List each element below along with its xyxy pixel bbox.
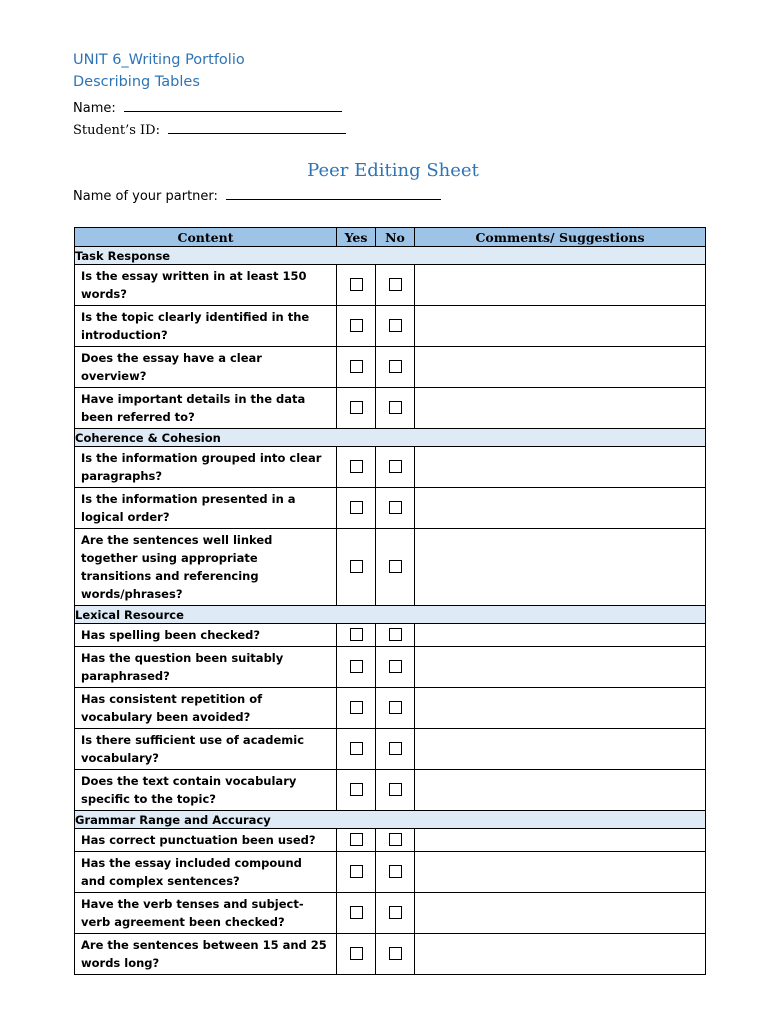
- question-row: [75, 624, 706, 647]
- question-text: Is there sufficient use of academic vocabulary?: [75, 729, 337, 770]
- yes-checkbox[interactable]: [350, 833, 363, 846]
- question-text: Has the essay included compound and complex sentences?: [75, 852, 337, 893]
- question-text: Does the essay have a clear overview?: [75, 347, 337, 388]
- no-cell: [376, 934, 415, 975]
- question-text: Is the information grouped into clear paragraphs?: [75, 447, 337, 488]
- category-label: Coherence & Cohesion: [75, 429, 706, 447]
- no-checkbox[interactable]: [389, 319, 402, 332]
- yes-checkbox[interactable]: [350, 865, 363, 878]
- yes-cell: [337, 688, 376, 729]
- question-text: Have the verb tenses and subject-verb agreement been checked?: [75, 893, 337, 934]
- no-checkbox[interactable]: [389, 742, 402, 755]
- no-cell: [376, 852, 415, 893]
- partner-row: [73, 187, 441, 204]
- no-cell: [376, 770, 415, 811]
- question-text: Have important details in the data been referred to?: [75, 388, 337, 429]
- no-checkbox[interactable]: [389, 460, 402, 473]
- yes-checkbox[interactable]: [350, 783, 363, 796]
- question-text: Is the information presented in a logical order?: [75, 488, 337, 529]
- no-cell: [376, 729, 415, 770]
- no-cell: [376, 265, 415, 306]
- category-row: [75, 811, 706, 829]
- name-row: [73, 99, 342, 116]
- no-checkbox[interactable]: [389, 947, 402, 960]
- no-cell: [376, 647, 415, 688]
- category-row: [75, 247, 706, 265]
- yes-checkbox[interactable]: [350, 501, 363, 514]
- question-text: Is the topic clearly identified in the introduction?: [75, 306, 337, 347]
- student-id-row: [73, 121, 346, 138]
- comments-cell[interactable]: [415, 447, 706, 488]
- no-checkbox[interactable]: [389, 701, 402, 714]
- question-text: Are the sentences between 15 and 25 words long?: [75, 934, 337, 975]
- category-row: [75, 429, 706, 447]
- yes-cell: [337, 388, 376, 429]
- question-row: [75, 447, 706, 488]
- yes-checkbox[interactable]: [350, 628, 363, 641]
- no-checkbox[interactable]: [389, 865, 402, 878]
- question-row: [75, 893, 706, 934]
- comments-cell[interactable]: [415, 829, 706, 852]
- question-row: [75, 488, 706, 529]
- question-text: Are the sentences well linked together using appropriate transitions and referencing words/phrases?: [75, 529, 337, 606]
- question-row: [75, 529, 706, 606]
- no-checkbox[interactable]: [389, 560, 402, 573]
- column-header-comments: Comments/ Suggestions: [415, 228, 706, 247]
- yes-checkbox[interactable]: [350, 401, 363, 414]
- yes-cell: [337, 893, 376, 934]
- yes-cell: [337, 447, 376, 488]
- yes-cell: [337, 852, 376, 893]
- category-row: [75, 606, 706, 624]
- question-row: [75, 829, 706, 852]
- comments-cell[interactable]: [415, 388, 706, 429]
- no-cell: [376, 529, 415, 606]
- no-cell: [376, 347, 415, 388]
- question-row: [75, 265, 706, 306]
- question-row: [75, 306, 706, 347]
- question-text: Has the question been suitably paraphrased?: [75, 647, 337, 688]
- question-row: [75, 729, 706, 770]
- yes-cell: [337, 624, 376, 647]
- yes-cell: [337, 529, 376, 606]
- yes-cell: [337, 729, 376, 770]
- no-checkbox[interactable]: [389, 501, 402, 514]
- column-header-yes: Yes: [337, 228, 376, 247]
- yes-checkbox[interactable]: [350, 360, 363, 373]
- category-label: Task Response: [75, 247, 706, 265]
- question-row: [75, 347, 706, 388]
- comments-cell[interactable]: [415, 770, 706, 811]
- yes-cell: [337, 829, 376, 852]
- yes-cell: [337, 488, 376, 529]
- yes-cell: [337, 347, 376, 388]
- name-label: Name:: [73, 101, 116, 116]
- comments-cell[interactable]: [415, 688, 706, 729]
- no-checkbox[interactable]: [389, 783, 402, 796]
- comments-cell[interactable]: [415, 729, 706, 770]
- no-cell: [376, 447, 415, 488]
- yes-checkbox[interactable]: [350, 278, 363, 291]
- no-checkbox[interactable]: [389, 401, 402, 414]
- subtitle: Describing Tables: [73, 74, 200, 90]
- no-checkbox[interactable]: [389, 278, 402, 291]
- comments-cell[interactable]: [415, 488, 706, 529]
- no-checkbox[interactable]: [389, 628, 402, 641]
- unit-title: UNIT 6_Writing Portfolio: [73, 52, 245, 68]
- comments-cell[interactable]: [415, 265, 706, 306]
- no-checkbox[interactable]: [389, 833, 402, 846]
- comments-cell[interactable]: [415, 347, 706, 388]
- question-row: [75, 852, 706, 893]
- question-text: Has correct punctuation been used?: [75, 829, 337, 852]
- question-text: Is the essay written in at least 150 words?: [75, 265, 337, 306]
- table-header-row: [75, 228, 706, 247]
- yes-checkbox[interactable]: [350, 319, 363, 332]
- question-row: [75, 934, 706, 975]
- no-checkbox[interactable]: [389, 660, 402, 673]
- question-row: [75, 388, 706, 429]
- yes-cell: [337, 770, 376, 811]
- comments-cell[interactable]: [415, 624, 706, 647]
- comments-cell[interactable]: [415, 934, 706, 975]
- column-header-content: Content: [75, 228, 337, 247]
- yes-checkbox[interactable]: [350, 947, 363, 960]
- category-label: Lexical Resource: [75, 606, 706, 624]
- comments-cell[interactable]: [415, 529, 706, 606]
- question-row: [75, 770, 706, 811]
- yes-cell: [337, 934, 376, 975]
- sheet-title: Peer Editing Sheet: [307, 160, 479, 181]
- comments-cell[interactable]: [415, 647, 706, 688]
- no-cell: [376, 388, 415, 429]
- partner-label: Name of your partner:: [73, 189, 218, 204]
- question-text: Has spelling been checked?: [75, 624, 337, 647]
- yes-cell: [337, 265, 376, 306]
- no-cell: [376, 306, 415, 347]
- partner-blank[interactable]: [226, 187, 441, 200]
- yes-checkbox[interactable]: [350, 906, 363, 919]
- yes-checkbox[interactable]: [350, 701, 363, 714]
- yes-checkbox[interactable]: [350, 560, 363, 573]
- comments-cell[interactable]: [415, 852, 706, 893]
- student-id-label: Student’s ID:: [73, 123, 160, 138]
- no-cell: [376, 624, 415, 647]
- student-id-blank[interactable]: [168, 121, 346, 134]
- yes-cell: [337, 306, 376, 347]
- question-text: Has consistent repetition of vocabulary been avoided?: [75, 688, 337, 729]
- comments-cell[interactable]: [415, 893, 706, 934]
- name-blank[interactable]: [124, 99, 342, 112]
- no-cell: [376, 893, 415, 934]
- no-cell: [376, 488, 415, 529]
- comments-cell[interactable]: [415, 306, 706, 347]
- yes-checkbox[interactable]: [350, 660, 363, 673]
- yes-checkbox[interactable]: [350, 460, 363, 473]
- no-cell: [376, 688, 415, 729]
- question-row: [75, 647, 706, 688]
- peer-editing-table: [74, 227, 706, 975]
- question-row: [75, 688, 706, 729]
- question-text: Does the text contain vocabulary specific to the topic?: [75, 770, 337, 811]
- yes-cell: [337, 647, 376, 688]
- no-cell: [376, 829, 415, 852]
- no-checkbox[interactable]: [389, 360, 402, 373]
- no-checkbox[interactable]: [389, 906, 402, 919]
- yes-checkbox[interactable]: [350, 742, 363, 755]
- column-header-no: No: [376, 228, 415, 247]
- category-label: Grammar Range and Accuracy: [75, 811, 706, 829]
